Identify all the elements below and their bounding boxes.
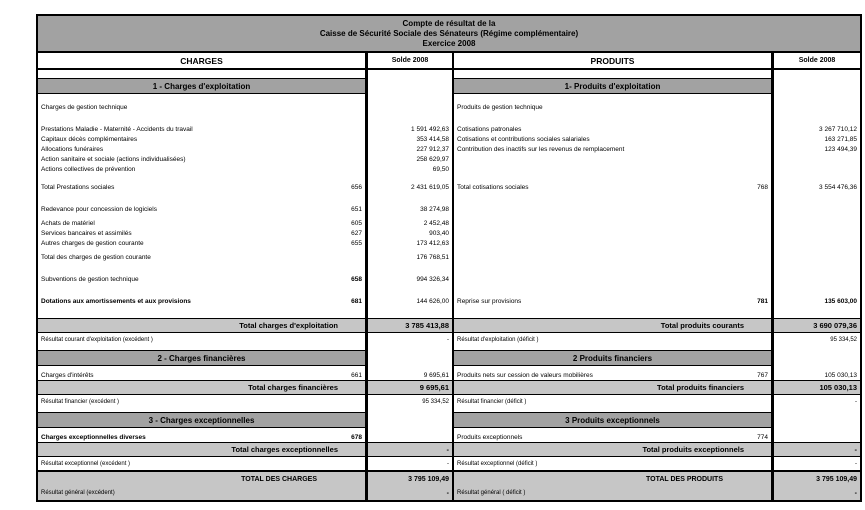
produits-value-cell — [774, 204, 860, 214]
report-header-band — [38, 16, 860, 53]
produits-row-label: Résultat général ( déficit ) — [457, 490, 526, 496]
charges-label-cell — [38, 124, 368, 134]
charges-account-code: 627 — [351, 229, 362, 237]
produits-label-cell — [454, 380, 774, 395]
produits-label-cell — [454, 262, 774, 274]
produits-value-cell — [774, 274, 860, 284]
produits-row-label: Total produits exceptionnels — [642, 445, 744, 454]
produits-row-label: Total produits courants — [660, 321, 744, 330]
produits-value-cell — [774, 380, 860, 395]
charges-account-code: 651 — [351, 205, 362, 213]
charges-row-value: 38 274,98 — [420, 205, 449, 213]
charges-account-code: 661 — [351, 371, 362, 379]
column-headers — [38, 53, 860, 70]
produits-label-cell — [454, 112, 774, 124]
table-row — [38, 274, 860, 284]
produits-row-label: Résultat financier (déficit ) — [457, 398, 527, 405]
table-row — [38, 134, 860, 144]
table-row — [38, 262, 860, 274]
produits-row-label: 1- Produits d'exploitation — [564, 81, 661, 91]
charges-row-value: 994 326,34 — [416, 275, 449, 283]
charges-label-cell — [38, 296, 368, 306]
produits-row-value: - — [854, 445, 857, 454]
charges-label-cell — [38, 262, 368, 274]
produits-value-cell — [774, 144, 860, 154]
table-row — [38, 124, 860, 134]
charges-row-value: 9 695,61 — [423, 371, 449, 379]
charges-value-cell — [368, 192, 454, 204]
charges-label-cell — [38, 218, 368, 228]
produits-row-label: Cotisations patronales — [457, 125, 522, 133]
produits-row-value: 163 271,85 — [824, 135, 857, 143]
charges-row-label: Services bancaires et assimilés — [41, 229, 132, 237]
produits-label-cell — [454, 134, 774, 144]
produits-value-cell — [774, 370, 860, 380]
charges-label-cell — [38, 274, 368, 284]
table-row — [38, 333, 860, 346]
produits-label-cell — [454, 154, 774, 164]
produits-label-cell — [454, 102, 774, 112]
charges-label-cell — [38, 164, 368, 174]
charges-row-label: TOTAL DES CHARGES — [241, 475, 317, 483]
produits-row-label: Produits exceptionnels — [457, 433, 523, 441]
charges-value-cell — [368, 274, 454, 284]
charges-value-cell — [368, 333, 454, 346]
charges-value-cell — [368, 370, 454, 380]
charges-value-cell — [368, 164, 454, 174]
produits-value-cell — [774, 228, 860, 238]
charges-label-cell — [38, 380, 368, 395]
charges-label-cell — [38, 284, 368, 296]
report-title-line1: Compte de résultat de la — [402, 19, 496, 28]
produits-value-cell — [774, 350, 860, 366]
table-row — [38, 238, 860, 248]
charges-row-value: 1 591 492,63 — [411, 125, 449, 133]
charges-row-value: 9 695,61 — [419, 383, 449, 392]
charges-value-cell — [368, 412, 454, 428]
produits-row-value: 3 267 710,12 — [819, 125, 857, 133]
charges-value-cell — [368, 228, 454, 238]
produits-value-cell — [774, 154, 860, 164]
produits-row-label: Produits de gestion technique — [457, 103, 543, 111]
charges-row-label: Actions collectives de prévention — [41, 165, 136, 173]
produits-value-cell — [774, 102, 860, 112]
produits-label-cell — [454, 395, 774, 408]
charges-account-code: 655 — [351, 239, 362, 247]
charges-value-cell — [368, 174, 454, 182]
produits-row-value: - — [855, 398, 857, 405]
charges-row-label: Total charges d'exploitation — [239, 321, 338, 330]
produits-value-cell — [774, 262, 860, 274]
produits-value-cell — [774, 94, 860, 102]
produits-value-cell — [774, 112, 860, 124]
charges-value-cell — [368, 395, 454, 408]
charges-row-value: 144 626,00 — [416, 297, 449, 305]
produits-row-label: 3 Produits exceptionnels — [565, 415, 660, 425]
produits-row-label: Total produits financiers — [657, 383, 744, 392]
produits-label-cell — [454, 412, 774, 428]
produits-row-value: 105 030,13 — [819, 383, 857, 392]
produits-value-cell — [774, 252, 860, 262]
produits-label-cell — [454, 94, 774, 102]
table-row — [38, 486, 860, 500]
produits-account-code: 781 — [757, 297, 768, 305]
charges-label-cell — [38, 144, 368, 154]
table-row — [38, 192, 860, 204]
table-row — [38, 204, 860, 214]
produits-value-cell — [774, 457, 860, 470]
produits-label-cell — [454, 432, 774, 442]
table-row — [38, 284, 860, 296]
charges-value-cell — [368, 124, 454, 134]
produits-row-label: 2 Produits financiers — [572, 353, 653, 363]
produits-row-label: Cotisations et contributions sociales salariales — [457, 135, 590, 143]
produits-label-cell — [454, 252, 774, 262]
charges-value-cell — [368, 94, 454, 102]
table-row — [38, 102, 860, 112]
charges-row-label: Dotations aux amortissements et aux provisions — [41, 297, 191, 305]
charges-value-cell — [368, 154, 454, 164]
charges-label-cell — [38, 432, 368, 442]
produits-label-cell — [454, 370, 774, 380]
table-row — [38, 154, 860, 164]
table-row — [38, 296, 860, 306]
charges-value-cell — [368, 252, 454, 262]
charges-value-cell — [368, 306, 454, 318]
table-row — [38, 306, 860, 318]
charges-row-value: - — [447, 336, 449, 343]
charges-value-cell — [368, 380, 454, 395]
produits-row-value: - — [855, 460, 857, 467]
charges-row-label: Résultat financier (excédent ) — [41, 398, 120, 405]
charges-row-value: 3 795 109,49 — [408, 475, 449, 483]
charges-row-label: Action sanitaire et sociale (actions individualisées) — [41, 155, 186, 163]
charges-label-cell — [38, 470, 368, 486]
produits-row-value: 3 795 109,49 — [816, 475, 857, 483]
report-title-line3: Exercice 2008 — [422, 39, 476, 48]
produits-row-value: 123 494,39 — [824, 145, 857, 153]
produits-label-cell — [454, 228, 774, 238]
col-header-solde-left: Solde 2008 — [368, 53, 454, 70]
charges-row-label: Autres charges de gestion courante — [41, 239, 144, 247]
charges-account-code: 656 — [351, 183, 362, 191]
charges-row-label: Achats de matériel — [41, 219, 95, 227]
produits-label-cell — [454, 192, 774, 204]
charges-label-cell — [38, 486, 368, 500]
charges-label-cell — [38, 306, 368, 318]
produits-label-cell — [454, 296, 774, 306]
charges-row-label: Résultat général (excédent) — [41, 490, 115, 496]
charges-value-cell — [368, 144, 454, 154]
produits-label-cell — [454, 144, 774, 154]
charges-row-label: Total charges exceptionnelles — [231, 445, 338, 454]
produits-value-cell — [774, 164, 860, 174]
produits-label-cell — [454, 284, 774, 296]
produits-row-value: - — [854, 489, 857, 497]
produits-row-label: Reprise sur provisions — [457, 297, 522, 305]
charges-value-cell — [368, 238, 454, 248]
charges-label-cell — [38, 192, 368, 204]
charges-value-cell — [368, 470, 454, 486]
charges-value-cell — [368, 442, 454, 457]
produits-value-cell — [774, 306, 860, 318]
charges-label-cell — [38, 350, 368, 366]
charges-row-label: 3 - Charges exceptionnelles — [148, 415, 255, 425]
table-row — [38, 228, 860, 238]
table-row — [38, 457, 860, 470]
produits-label-cell — [454, 182, 774, 192]
charges-row-label: Total des charges de gestion courante — [41, 253, 151, 261]
table-row — [38, 395, 860, 408]
charges-value-cell — [368, 284, 454, 296]
table-row — [38, 380, 860, 395]
charges-label-cell — [38, 442, 368, 457]
charges-row-label: Allocations funéraires — [41, 145, 104, 153]
produits-row-label: Contribution des inactifs sur les revenus de remplacement — [457, 145, 625, 153]
table-row — [38, 144, 860, 154]
produits-label-cell — [454, 318, 774, 333]
produits-value-cell — [774, 284, 860, 296]
charges-label-cell — [38, 204, 368, 214]
table-row — [38, 112, 860, 124]
produits-value-cell — [774, 442, 860, 457]
charges-row-label: 1 - Charges d'exploitation — [152, 81, 251, 91]
charges-row-label: Total charges financières — [248, 383, 338, 392]
table-row — [38, 164, 860, 174]
produits-row-value: 135 603,00 — [824, 297, 857, 305]
income-statement-table — [36, 14, 862, 502]
charges-row-label: Subventions de gestion technique — [41, 275, 139, 283]
charges-label-cell — [38, 78, 368, 94]
produits-label-cell — [454, 124, 774, 134]
charges-label-cell — [38, 457, 368, 470]
charges-row-value: 95 334,52 — [422, 398, 449, 405]
produits-label-cell — [454, 78, 774, 94]
charges-label-cell — [38, 182, 368, 192]
produits-label-cell — [454, 70, 774, 78]
charges-value-cell — [368, 70, 454, 78]
produits-label-cell — [454, 486, 774, 500]
charges-row-label: Redevance pour concession de logiciels — [41, 205, 157, 213]
table-row — [38, 432, 860, 442]
charges-label-cell — [38, 70, 368, 78]
charges-row-value: 173 412,63 — [416, 239, 449, 247]
charges-value-cell — [368, 318, 454, 333]
charges-row-label: 2 - Charges financières — [157, 353, 246, 363]
charges-row-value: 2 431 619,05 — [411, 183, 449, 191]
produits-label-cell — [454, 274, 774, 284]
produits-value-cell — [774, 395, 860, 408]
charges-label-cell — [38, 395, 368, 408]
produits-label-cell — [454, 350, 774, 366]
charges-label-cell — [38, 252, 368, 262]
produits-row-label: Total cotisations sociales — [457, 183, 529, 191]
charges-row-value: - — [446, 445, 449, 454]
produits-value-cell — [774, 70, 860, 78]
table-row — [38, 318, 860, 333]
table-row — [38, 442, 860, 457]
charges-value-cell — [368, 432, 454, 442]
produits-label-cell — [454, 333, 774, 346]
table-row — [38, 182, 860, 192]
charges-row-value: - — [447, 460, 449, 467]
table-row — [38, 470, 860, 486]
charges-row-label: Charges exceptionnelles diverses — [41, 433, 146, 441]
charges-value-cell — [368, 486, 454, 500]
charges-row-label: Prestations Maladie - Maternité - Accidents du travail — [41, 125, 193, 133]
charges-value-cell — [368, 296, 454, 306]
table-row — [38, 78, 860, 94]
produits-row-value: 3 690 079,36 — [813, 321, 857, 330]
produits-value-cell — [774, 486, 860, 500]
charges-value-cell — [368, 218, 454, 228]
charges-label-cell — [38, 112, 368, 124]
table-row — [38, 350, 860, 366]
produits-row-value: 105 030,13 — [824, 371, 857, 379]
produits-value-cell — [774, 134, 860, 144]
charges-label-cell — [38, 174, 368, 182]
charges-value-cell — [368, 204, 454, 214]
charges-account-code: 681 — [351, 297, 362, 305]
charges-row-label: Charges de gestion technique — [41, 103, 128, 111]
produits-value-cell — [774, 412, 860, 428]
col-header-charges: CHARGES — [38, 53, 368, 70]
table-row — [38, 174, 860, 182]
produits-label-cell — [454, 442, 774, 457]
produits-row-label: Produits nets sur cession de valeurs mobilières — [457, 371, 593, 379]
charges-value-cell — [368, 112, 454, 124]
charges-label-cell — [38, 102, 368, 112]
charges-value-cell — [368, 350, 454, 366]
charges-value-cell — [368, 102, 454, 112]
produits-value-cell — [774, 432, 860, 442]
table-row — [38, 252, 860, 262]
produits-account-code: 768 — [757, 183, 768, 191]
charges-row-label: Capitaux décès complémentaires — [41, 135, 138, 143]
produits-label-cell — [454, 164, 774, 174]
produits-row-value: 3 554 476,36 — [819, 183, 857, 191]
charges-row-value: 903,40 — [429, 229, 449, 237]
charges-row-label: Résultat exceptionnel (excédent ) — [41, 460, 131, 467]
charges-row-value: 3 785 413,88 — [405, 321, 449, 330]
charges-value-cell — [368, 134, 454, 144]
charges-label-cell — [38, 154, 368, 164]
report-title-line2: Caisse de Sécurité Sociale des Sénateurs (Régime complémentaire) — [319, 29, 579, 38]
table-body — [38, 70, 860, 500]
charges-row-label: Résultat courant d'exploitation (excédent ) — [41, 336, 153, 343]
charges-row-value: 258 629,97 — [416, 155, 449, 163]
produits-value-cell — [774, 218, 860, 228]
charges-row-value: - — [446, 489, 449, 497]
produits-value-cell — [774, 238, 860, 248]
col-header-produits: PRODUITS — [454, 53, 774, 70]
produits-value-cell — [774, 182, 860, 192]
produits-label-cell — [454, 470, 774, 486]
produits-label-cell — [454, 457, 774, 470]
produits-label-cell — [454, 174, 774, 182]
produits-row-label: Résultat d'exploitation (déficit ) — [457, 336, 539, 343]
table-row — [38, 370, 860, 380]
charges-value-cell — [368, 182, 454, 192]
charges-label-cell — [38, 238, 368, 248]
charges-account-code: 678 — [351, 433, 362, 441]
charges-value-cell — [368, 262, 454, 274]
produits-row-label: Résultat exceptionnel (déficit ) — [457, 460, 538, 467]
produits-value-cell — [774, 318, 860, 333]
charges-label-cell — [38, 228, 368, 238]
col-header-solde-right: Solde 2008 — [774, 53, 860, 70]
produits-row-value: 95 334,52 — [830, 336, 857, 343]
charges-row-value: 227 912,37 — [416, 145, 449, 153]
charges-row-value: 2 452,48 — [423, 219, 449, 227]
produits-label-cell — [454, 218, 774, 228]
produits-value-cell — [774, 124, 860, 134]
produits-account-code: 767 — [757, 371, 768, 379]
produits-value-cell — [774, 470, 860, 486]
charges-account-code: 658 — [351, 275, 362, 283]
charges-row-label: Charges d'intérêts — [41, 371, 94, 379]
produits-row-label: TOTAL DES PRODUITS — [645, 475, 723, 483]
charges-account-code: 605 — [351, 219, 362, 227]
charges-label-cell — [38, 370, 368, 380]
produits-value-cell — [774, 296, 860, 306]
produits-label-cell — [454, 306, 774, 318]
charges-label-cell — [38, 318, 368, 333]
produits-account-code: 774 — [757, 433, 768, 441]
charges-row-label: Total Prestations sociales — [41, 183, 115, 191]
table-row — [38, 94, 860, 102]
charges-label-cell — [38, 94, 368, 102]
produits-value-cell — [774, 192, 860, 204]
table-row — [38, 218, 860, 228]
produits-value-cell — [774, 333, 860, 346]
produits-value-cell — [774, 78, 860, 94]
produits-value-cell — [774, 174, 860, 182]
charges-label-cell — [38, 333, 368, 346]
table-row — [38, 412, 860, 428]
charges-value-cell — [368, 457, 454, 470]
produits-label-cell — [454, 204, 774, 214]
charges-label-cell — [38, 412, 368, 428]
table-row — [38, 70, 860, 78]
charges-row-value: 176 768,51 — [416, 253, 449, 261]
charges-row-value: 353 414,58 — [416, 135, 449, 143]
charges-row-value: 69,50 — [432, 165, 449, 173]
charges-label-cell — [38, 134, 368, 144]
charges-value-cell — [368, 78, 454, 94]
produits-label-cell — [454, 238, 774, 248]
